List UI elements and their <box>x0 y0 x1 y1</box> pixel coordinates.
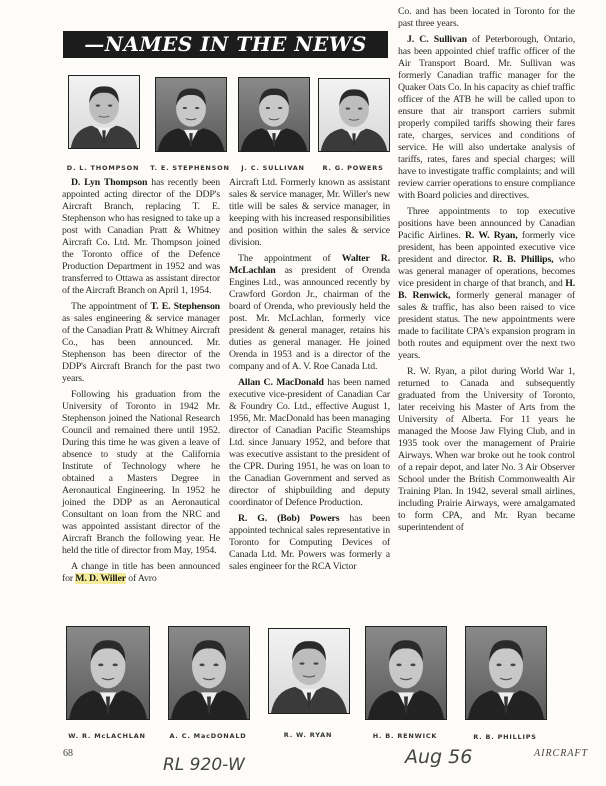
article-paragraph <box>398 366 575 534</box>
photo-caption: A. C. MacDONALD <box>169 732 247 740</box>
paragraph-text: formerly general manager of sales & traffic, has also been raised to vice president status. The new appointments were made to facilitate CPA's expansion program in both routes and equipment over the next two years. <box>398 290 575 361</box>
portrait-image <box>239 78 309 151</box>
portrait-photo-phillips <box>465 626 547 720</box>
article-column-3 <box>398 6 575 538</box>
person-name: R. W. Ryan, <box>465 230 518 241</box>
portrait-image <box>69 76 139 148</box>
article-paragraph <box>398 206 575 362</box>
portrait-photo-powers <box>318 78 390 152</box>
paragraph-text: A change in title has been announced for <box>62 561 220 584</box>
paragraph-text: The appointment of <box>238 253 342 264</box>
portrait-image <box>319 79 389 151</box>
section-banner: —NAMES IN THE NEWS <box>63 31 388 58</box>
article-paragraph <box>229 513 390 573</box>
photo-caption: T. E. STEPHENSON <box>150 164 230 172</box>
paragraph-text: as sales engineering & service manager of the Canadian Pratt & Whitney Aircraft Co., has been announced. Mr. Stephenson has been director of the DDP's Aircraft Branch for the past two years. <box>62 313 220 384</box>
paragraph-text: Three appointments to top executive positions have been announced by Canadian Pacific Airlines. <box>398 206 575 241</box>
article-paragraph <box>62 389 220 557</box>
paragraph-text: has recently been appointed acting director of the DDP's Aircraft Branch, replacing T. E. Stephenson who has resigned to take up a post with Canadian Pratt & Whitney Aircraft Co. Ltd. Mr. Thompson joined the Toronto office of the Defence Production Department in 1952 and was transferred to Ottawa as assistant director of the Aircraft Branch on April 1, 1954. <box>62 177 220 296</box>
portrait-image <box>366 627 446 719</box>
photo-caption: H. B. RENWICK <box>372 732 438 740</box>
paragraph-text: The appointment of <box>71 301 151 312</box>
portrait-image <box>269 629 349 713</box>
person-name: J. C. Sullivan <box>407 34 467 45</box>
paragraph-text: of Avro <box>125 573 157 584</box>
photo-caption: R. W. RYAN <box>283 731 333 739</box>
paragraph-text: as president of Orenda Engines Ltd., was announced recently by Crawford Gordon Jr., chairman of the board of Orenda, who previously held the post. Mr. McLachlan, formerly vice president & general manager, retains his duties as general manager. He joined Orenda in 1953 and is a director of the company and of A. V. Roe Canada Ltd. <box>229 265 390 372</box>
portrait-photo-macdonald <box>168 626 250 720</box>
article-paragraph <box>62 301 220 385</box>
portrait-image <box>169 627 249 719</box>
handwritten-reference: RL 920-W <box>163 755 245 775</box>
person-name: Walter R. McLachlan <box>229 253 390 276</box>
paragraph-text: R. W. Ryan, a pilot during World War 1, returned to Canada and subsequently graduated from the University of Toronto, later receiving his Master of Arts from the University of Alberta. For 11 years he managed the Moose Jaw Flying Club, and in 1935 took over the management of Prairie Airways. When war broke out he took control of a repair depot, and later No. 3 Air Observer School under the British Commonwealth Air Training Plan. In 1942, several small airlines, including Prairie Airways, were amalgamated to form CPA, and Mr. Ryan became superintendent of <box>398 366 575 533</box>
paragraph-text: has been appointed technical sales representative in Toronto for Computing Devices of Canada Ltd. Mr. Powers was formerly a sales engineer for the RCA Victor <box>229 513 390 572</box>
paragraph-text: Co. and has been located in Toronto for the past three years. <box>398 6 575 29</box>
paragraph-text: has been named executive vice-president of Canadian Car & Foundry Co. Ltd., effective August 1, 1956, Mr. MacDonald has been managing director of Canadian Pacific Steamships Ltd. since January 1952, and before that was executive assistant to the president of the CPR. During 1951, he was on loan to the Canadian Government and served as director of shipbuilding and deputy coordinator of Defence Production. <box>229 377 391 508</box>
person-name: R. B. Phillips, <box>492 254 554 265</box>
person-name: R. G. (Bob) Powers <box>238 513 340 524</box>
article-paragraph <box>62 561 220 585</box>
article-paragraph <box>62 177 220 297</box>
article-paragraph <box>229 377 390 509</box>
paragraph-text: who was general manager of operations, becomes vice president in charge of that branch, and <box>398 254 575 289</box>
portrait-photo-ryan <box>268 628 350 714</box>
photo-caption: R. B. PHILLIPS <box>473 733 537 741</box>
article-paragraph <box>229 177 390 249</box>
person-name: D. Lyn Thompson <box>71 177 148 188</box>
person-name: M. D. Willer <box>75 573 126 584</box>
paragraph-text: formerly vice president, has been appointed executive vice president and director. <box>398 230 576 265</box>
article-paragraph <box>398 34 575 202</box>
portrait-photo-renwick <box>365 626 447 720</box>
article-column-1 <box>62 177 220 589</box>
handwritten-date: Aug 56 <box>405 746 473 768</box>
person-name: Allan C. MacDonald <box>238 377 324 388</box>
portrait-photo-mclachlan <box>66 626 150 720</box>
photo-caption: D. L. THOMPSON <box>66 164 140 172</box>
person-name: H. B. Renwick, <box>398 278 575 301</box>
person-name: T. E. Stephenson <box>150 301 220 312</box>
portrait-photo-thompson <box>68 75 140 149</box>
photo-caption: W. R. McLACHLAN <box>68 732 146 740</box>
magazine-name: AIRCRAFT <box>534 748 589 759</box>
portrait-photo-sullivan <box>238 77 310 152</box>
portrait-image <box>156 78 226 151</box>
article-paragraph <box>229 253 390 373</box>
article-column-2 <box>229 177 390 577</box>
paragraph-text: Following his graduation from the University of Toronto in 1942 Mr. Stephenson joined the National Research Council and remained there until 1952. During this time he was given a leave of absence to study at the California Institute of Technology where he obtained a Masters Degree in Aeronautical Engineering. In 1952 he joined the DDP as an Aeronautical Consultant on loan from the NRC and was appointed assistant director of the Aircraft Branch the following year. He held the title of director from May, 1954. <box>62 389 220 556</box>
photo-caption: J. C. SULLIVAN <box>241 164 305 172</box>
article-paragraph <box>398 6 575 30</box>
photo-caption: R. G. POWERS <box>322 164 384 172</box>
portrait-image <box>466 627 546 719</box>
portrait-photo-stephenson <box>155 77 227 152</box>
paragraph-text: of Peterborough, Ontario, has been appointed chief traffic officer of the Air Transport Board. Mr. Sullivan was formerly Canadian traffic manager for the Quaker Oats Co. In his capacity as chief traffic officer of the ATB he will be called upon to ensure that air transport carriers submit properly compiled tariffs showing their fares rate, charges, services and conditions of service. He will also undertake analysis of tariffs, rates, fares and special charges; will have to investigate traffic complaints; and will review carrier operations to ensure compliance with Board policies and directives. <box>398 34 576 201</box>
paragraph-text: Aircraft Ltd. Formerly known as assistant sales & service manager, Mr. Willer's new title will be sales & service manager, in keeping with his increased responsibilities and position within the sales & service division. <box>229 177 390 248</box>
portrait-image <box>67 627 149 719</box>
page-number: 68 <box>63 748 73 759</box>
